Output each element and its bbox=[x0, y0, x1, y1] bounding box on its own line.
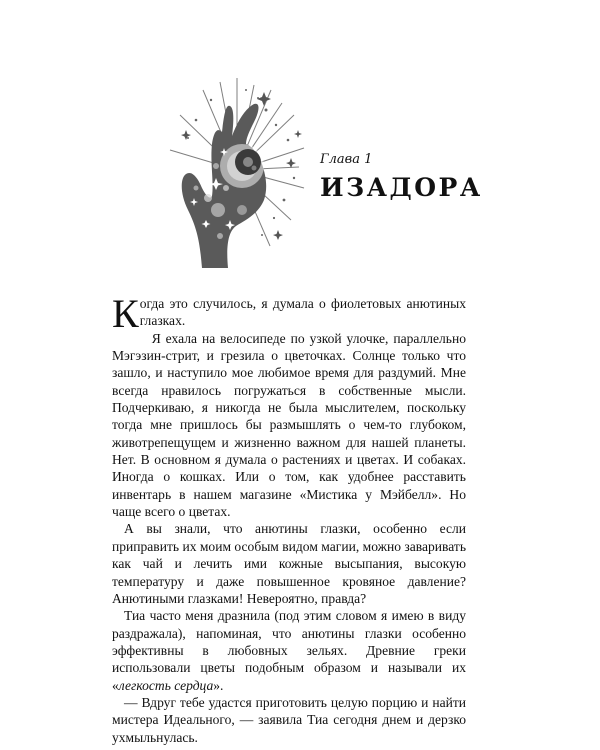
paragraph-1 bbox=[112, 291, 466, 336]
paragraph-5: — Вдруг тебе удастся приготовить целую порцию и найти мистера Идеального, — заявила Тиа сегодня днем и дерзко ухмыльнулась. bbox=[112, 694, 466, 745]
paragraph-2: Я ехала на велосипеде по узкой улочке, параллельно Мэгэзин-стрит, и грезила о цветочках. Солнце только что зашло, и наступило мое любимое время для раздумий. Мне всегда нравилось погружаться в собственные мысли. Подчеркиваю, я никогда не была мыслителем, поскольку тогда мне пришлось бы размышлять о чем-то глубоком, животрепещущем и жизненно важном для нашей планеты. Нет. В основном я думала о растениях и цветах. И собаках. Иногда о кошках. Или о том, как удобнее расставить инвентарь в нашем магазине «Мистика у Мэйбелл». Но чаще всего о цветах. bbox=[112, 330, 466, 520]
drop-cap: К bbox=[112, 291, 139, 336]
chapter-body bbox=[112, 291, 466, 746]
paragraph-4-italic: легкость сердца bbox=[118, 677, 214, 693]
paragraph-4-text: Тиа часто меня дразнила (под этим словом я имею в виду раздражала), напоминая, что анютины глазки особенно эффективны в любовных зельях. Древние греки использовали цветы подобным образом и называли их « bbox=[112, 608, 466, 693]
chapter-label: Глава 1 bbox=[320, 152, 373, 167]
hand-moon-emblem-icon bbox=[166, 70, 308, 268]
paragraph-4 bbox=[112, 607, 466, 694]
paragraph-4-end: ». bbox=[213, 677, 224, 693]
chapter-title: ИЗАДОРА bbox=[320, 173, 483, 202]
paragraph-3: А вы знали, что анютины глазки, особенно если приправить их моим особым видом магии, можно заваривать как чай и лечить ими кожные высыпания, высокую температуру и даже повышенное кровяное давление? Анютиными глазками! Невероятно, правда? bbox=[112, 521, 466, 606]
paragraph-1-text: огда это случилось, я думала о фиолетовых анютиных глазках. bbox=[139, 296, 466, 329]
